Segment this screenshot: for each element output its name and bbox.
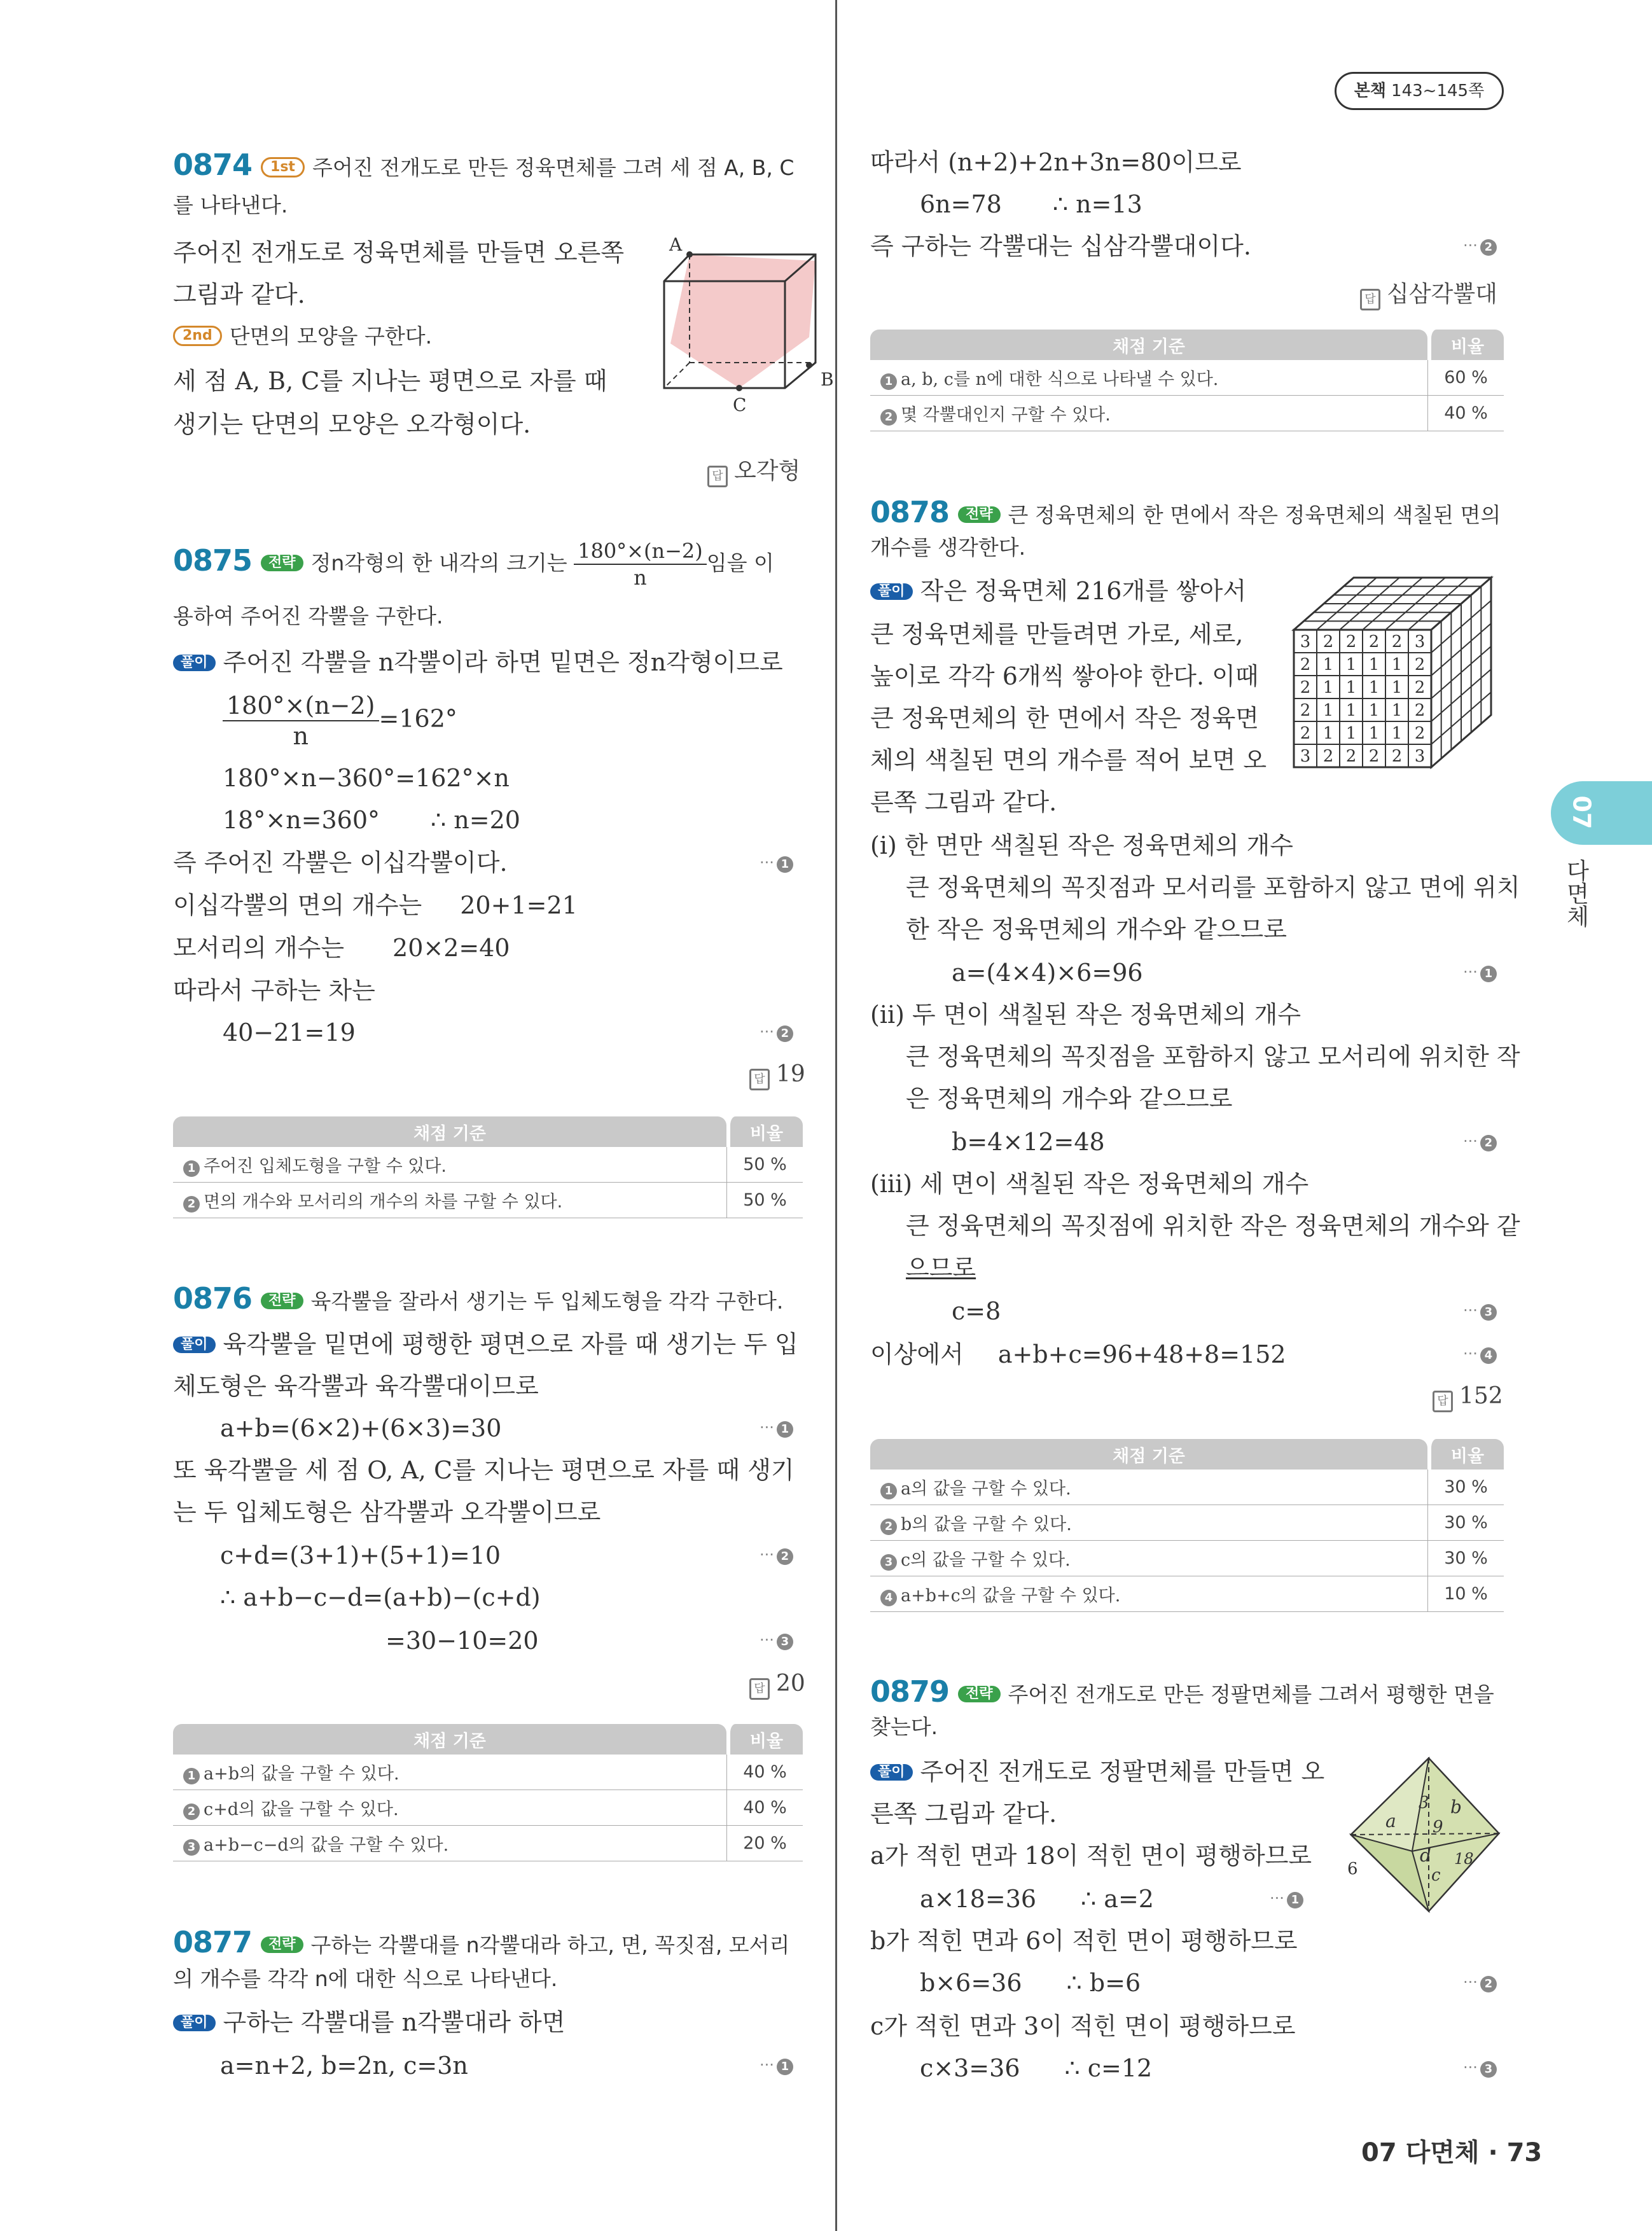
problem-number: 0877 [173,1925,253,1959]
table-header: 비율 [1427,330,1504,360]
cube-cell-number: 2 [1345,747,1357,766]
equation: 18°×n=360° ∴ n=20 [223,806,520,834]
table-row: 1 a, b, c를 n에 대한 식으로 나타낼 수 있다. 60 % [870,360,1504,396]
face-3-label: 3 [1419,1793,1429,1812]
marker-3: ··· 3 [760,1631,793,1650]
equation: c=8 [952,1297,1001,1325]
text-line: 는 두 입체도형은 삼각뿔과 오각뿔이므로 [173,1498,601,1526]
text-line: 모서리의 개수는 20×2=40 [173,934,510,962]
cube-cell-number: 2 [1300,678,1311,697]
cube-cell-number: 2 [1391,632,1403,651]
face-6-label: 6 [1347,1859,1358,1879]
cube-cell-number: 1 [1322,655,1334,674]
scoring-table-0878 [870,1439,1504,1612]
cube-cell-number: 1 [1391,724,1403,743]
face-d-label: d [1420,1845,1431,1866]
text-line: 를 나타낸다. [173,193,288,218]
cube-cell-number: 3 [1414,747,1426,766]
answer-0876: 답 20 [749,1671,805,1700]
cube-cell-number: 1 [1345,724,1357,743]
answer-icon: 답 [707,466,728,487]
problem-number: 0879 [870,1674,950,1709]
cube-cell-number: 1 [1368,655,1380,674]
text-line: 찾는다. [870,1714,938,1739]
cube-cell-number: 1 [1322,724,1334,743]
step1-tag: 1st [261,157,305,177]
answer-0877: 답 십삼각뿔대 [1360,276,1497,310]
face-c-label: c [1431,1866,1441,1885]
text-line: (iii) 세 면이 색칠된 작은 정육면체의 개수 [870,1170,1309,1198]
solution-tag: 풀이 [173,655,216,671]
text-line: 주어진 전개도로 정육면체를 만들면 오른쪽 [173,239,625,267]
table-row: 3 c의 값을 구할 수 있다. 30 % [870,1541,1504,1576]
equation: ∴ a+b−c−d=(a+b)−(c+d) [220,1583,541,1611]
strategy-tag: 전략 [261,1293,303,1309]
point-b-label: B [821,369,834,390]
text-line: (ii) 두 면이 색칠된 작은 정육면체의 개수 [870,1001,1301,1029]
text-line: 의 개수를 각각 n에 대한 식으로 나타낸다. [173,1966,558,1991]
equation: =30−10=20 [385,1627,539,1655]
text-line: 한 작은 정육면체의 개수와 같으므로 [906,915,1287,943]
text-line: 큰 정육면체의 한 면에서 작은 정육면 [870,704,1260,732]
step2-tag: 2nd [173,326,222,346]
problem-0874-title: 0874 1st 주어진 전개도로 만든 정육면체를 그려 세 점 A, B, C [173,148,795,182]
table-row: 3 a+b−c−d의 값을 구할 수 있다. 20 % [173,1826,803,1861]
reference-label: 본책 [1354,81,1387,101]
cube-cell-number: 2 [1414,678,1426,697]
footer-chapter: 07 다면체 [1361,2138,1480,2167]
equation: 40−21=19 [223,1018,356,1046]
strategy-tag: 전략 [958,1686,1001,1702]
text-line: c가 적힌 면과 3이 적힌 면이 평행하므로 [870,2012,1296,2040]
text-line: 그림과 같다. [173,281,305,309]
equation: a×18=36 ∴ a=2 [920,1885,1154,1913]
scoring-table-0876 [173,1724,803,1861]
step2-line: 2nd 단면의 모양을 구한다. [173,326,432,347]
marker-2: ··· 2 [1463,1132,1497,1151]
cube-cell-number: 1 [1391,701,1403,720]
equation: a=n+2, b=2n, c=3n [220,2052,468,2080]
table-row: 1 a의 값을 구할 수 있다. 30 % [870,1470,1504,1505]
text-line: 즉 주어진 각뿔은 이십각뿔이다. [173,849,508,877]
chapter-side-tab[interactable] [1551,781,1652,845]
marker-1: ··· 1 [760,854,793,873]
fraction: $\frac{180^\circ\times(n-2)}{n}$ [574,541,707,588]
cube-cell-number: 1 [1368,678,1380,697]
table-row: 2 면의 개수와 모서리의 개수의 차를 구할 수 있다. 50 % [173,1183,803,1218]
page-number: 73 [1506,2138,1543,2167]
table-header: 비율 [726,1724,803,1755]
solution-line: 풀이 구하는 각뿔대를 n각뿔대라 하면 [173,2010,565,2034]
marker-2: ··· 2 [1463,1973,1497,1992]
table-header: 채점 기준 [870,1439,1427,1470]
cube-cell-number: 1 [1368,701,1380,720]
face-b-label: b [1450,1797,1462,1817]
table-row: 2 몇 각뿔대인지 구할 수 있다. 40 % [870,396,1504,431]
text-line: 체도형은 육각뿔과 육각뿔대이므로 [173,1372,539,1400]
equation: a=(4×4)×6=96 [952,959,1143,987]
cube-cell-number: 1 [1345,678,1357,697]
equation: b=4×12=48 [952,1128,1105,1156]
strategy-tag: 전략 [261,555,303,571]
table-row: 2 c+d의 값을 구할 수 있다. 40 % [173,1790,803,1826]
cube-cell-number: 3 [1414,632,1426,651]
text-line: 큰 정육면체를 만들려면 가로, 세로, [870,620,1244,648]
face-18-label: 18 [1454,1850,1474,1868]
text-line: 따라서 (n+2)+2n+3n=80이므로 [870,148,1242,176]
problem-0879-title: 0879 전략 주어진 전개도로 만든 정팔면체를 그려서 평행한 면을 [870,1674,1494,1709]
fraction: $\frac{180^\circ\times(n-2)}{n}$ [223,693,379,748]
marker-2: ··· 2 [1463,237,1497,256]
cube-cell-number: 3 [1300,632,1311,651]
answer-icon: 답 [1360,289,1380,310]
table-header: 채점 기준 [173,1116,726,1147]
marker-1: ··· 1 [760,1419,793,1438]
strategy-tag: 전략 [958,506,1001,523]
problem-0877-title: 0877 전략 구하는 각뿔대를 n각뿔대라 하고, 면, 꼭짓점, 모서리 [173,1925,790,1959]
marker-1: ··· 1 [1463,963,1497,982]
scoring-table-0875 [173,1116,803,1218]
equation: 180°×n−360°=162°×n [223,764,510,792]
face-9-label: 9 [1433,1817,1443,1837]
equation: a+b=(6×2)+(6×3)=30 [220,1414,502,1442]
problem-number: 0874 [173,148,253,182]
text-line: 따라서 구하는 차는 [173,976,375,1004]
equation: 6n=78 ∴ n=13 [920,190,1142,218]
text-line: 용하여 주어진 각뿔을 구한다. [173,604,443,629]
solution-line: 풀이 육각뿔을 밑면에 평행한 평면으로 자를 때 생기는 두 입 [173,1332,798,1356]
text-line: 른쪽 그림과 같다. [870,788,1057,816]
text-line: 높이로 각각 6개씩 쌓아야 한다. 이때 [870,662,1259,690]
table-row: 1 주어진 입체도형을 구할 수 있다. 50 % [173,1147,803,1183]
text-line: a가 적힌 면과 18이 적힌 면이 평행하므로 [870,1842,1312,1870]
table-row: 1 a+b의 값을 구할 수 있다. 40 % [173,1755,803,1790]
solution-tag: 풀이 [173,1337,216,1353]
equation: c+d=(3+1)+(5+1)=10 [220,1541,501,1569]
solution-line: 풀이 주어진 각뿔을 n각뿔이라 하면 밑면은 정n각형이므로 [173,650,783,674]
problem-number: 0878 [870,495,950,529]
text-line: 큰 정육면체의 꼭짓점을 포함하지 않고 모서리에 위치한 작 [906,1043,1520,1071]
cube-section-figure [663,235,854,420]
marker-3: ··· 3 [1463,1302,1497,1321]
marker-3: ··· 3 [1463,2059,1497,2078]
text-line: 또 육각뿔을 세 점 O, A, C를 지나는 평면으로 자를 때 생기 [173,1456,795,1484]
text-line: 이십각뿔의 면의 개수는 20+1=21 [173,891,578,919]
reference-pages: 143~145쪽 [1391,81,1485,101]
marker-4: ··· 4 [1463,1345,1497,1364]
solution-line: 풀이 주어진 전개도로 정팔면체를 만들면 오 [870,1760,1324,1784]
table-header: 채점 기준 [870,330,1427,360]
text-line: (i) 한 면만 색칠된 작은 정육면체의 개수 [870,831,1293,859]
cube-cell-number: 2 [1345,632,1357,651]
text-line: 체의 색칠된 면의 개수를 적어 보면 오 [870,746,1267,774]
text-line: b가 적힌 면과 6이 적힌 면이 평행하므로 [870,1927,1298,1955]
cube-cell-number: 2 [1322,632,1334,651]
solution-tag: 풀이 [870,1764,913,1781]
scoring-table-0877 [870,330,1504,431]
text-line: 큰 정육면체의 꼭짓점에 위치한 작은 정육면체의 개수와 같 [906,1212,1520,1240]
face-a-label: a [1385,1811,1396,1831]
point-c-label: C [733,394,747,415]
marker-1: ··· 1 [760,2056,793,2075]
solution-tag: 풀이 [870,583,913,600]
answer-icon: 답 [1433,1391,1453,1412]
cube-cell-number: 2 [1322,747,1334,766]
answer-0875: 답 19 [749,1061,805,1090]
cube-cell-number: 3 [1300,747,1311,766]
page-footer: 07 다면체 · 73 [1361,2138,1543,2167]
text-line: 생기는 단면의 모양은 오각형이다. [173,410,531,438]
problem-number: 0875 [173,543,253,578]
strategy-tag: 전략 [261,1936,303,1953]
painted-cube-figure [1291,575,1503,789]
answer-icon: 답 [749,1069,770,1090]
solution-tag: 풀이 [173,2015,216,2031]
cube-cell-number: 2 [1300,655,1311,674]
table-header: 채점 기준 [173,1724,726,1755]
cube-cell-number: 2 [1368,747,1380,766]
text-line: 즉 구하는 각뿔대는 십삼각뿔대이다. [870,232,1251,260]
cube-cell-number: 2 [1414,724,1426,743]
table-row: 2 b의 값을 구할 수 있다. 30 % [870,1505,1504,1541]
text-line: 은 정육면체의 개수와 같으므로 [906,1085,1233,1113]
cube-cell-number: 1 [1368,724,1380,743]
point-a-label: A [669,234,683,255]
cube-cell-number: 2 [1368,632,1380,651]
octahedron-figure [1349,1756,1501,1915]
equation: b×6=36 ∴ b=6 [920,1969,1141,1997]
solution-line: 풀이 작은 정육면체 216개를 쌓아서 [870,579,1246,603]
chapter-tab-number: 07 [1567,795,1596,830]
equation: $\frac{180^\circ\times(n-2)}{n}$ =162° [223,693,457,748]
marker-2: ··· 2 [760,1546,793,1565]
answer-0878: 답 152 [1433,1383,1503,1412]
text-line: 개수를 생각한다. [870,535,1026,560]
problem-number: 0876 [173,1281,253,1316]
problem-0878-title: 0878 전략 큰 정육면체의 한 면에서 작은 정육면체의 색칠된 면의 [870,495,1501,529]
marker-1: ··· 1 [1270,1889,1303,1908]
answer-0874: 답 오각형 [707,453,800,487]
cube-cell-number: 2 [1300,724,1311,743]
reference-pill [1335,72,1504,110]
cube-cell-number: 1 [1322,678,1334,697]
cube-cell-number: 1 [1391,678,1403,697]
cube-cell-number: 2 [1414,701,1426,720]
text-line: 이상에서 a+b+c=96+48+8=152 [870,1340,1286,1368]
table-row: 4 a+b+c의 값을 구할 수 있다. 10 % [870,1576,1504,1612]
equation: c×3=36 ∴ c=12 [920,2054,1153,2082]
cube-cell-number: 2 [1391,747,1403,766]
text-line: 른쪽 그림과 같다. [870,1800,1057,1828]
problem-0875-title: 0875 전략 정n각형의 한 내각의 크기는 $\frac{180^\circ\times(n-2)}{n}$ 임을 이 [173,539,774,590]
cube-cell-number: 1 [1345,655,1357,674]
text-line: 으므로 [906,1254,976,1282]
problem-0876-title: 0876 전략 육각뿔을 잘라서 생기는 두 입체도형을 각각 구한다. [173,1281,784,1316]
cube-cell-number: 1 [1322,701,1334,720]
cube-cell-number: 2 [1300,701,1311,720]
text-line: 큰 정육면체의 꼭짓점과 모서리를 포함하지 않고 면에 위치 [906,873,1520,901]
cube-cell-number: 1 [1391,655,1403,674]
cube-cell-number: 1 [1345,701,1357,720]
table-header: 비율 [1427,1439,1504,1470]
answer-icon: 답 [749,1678,770,1700]
text-line: 세 점 A, B, C를 지나는 평면으로 자를 때 [173,367,607,395]
cube-cell-number: 2 [1414,655,1426,674]
chapter-tab-label: 다면체 [1563,859,1589,928]
marker-2: ··· 2 [760,1023,793,1042]
table-header: 비율 [726,1116,803,1147]
